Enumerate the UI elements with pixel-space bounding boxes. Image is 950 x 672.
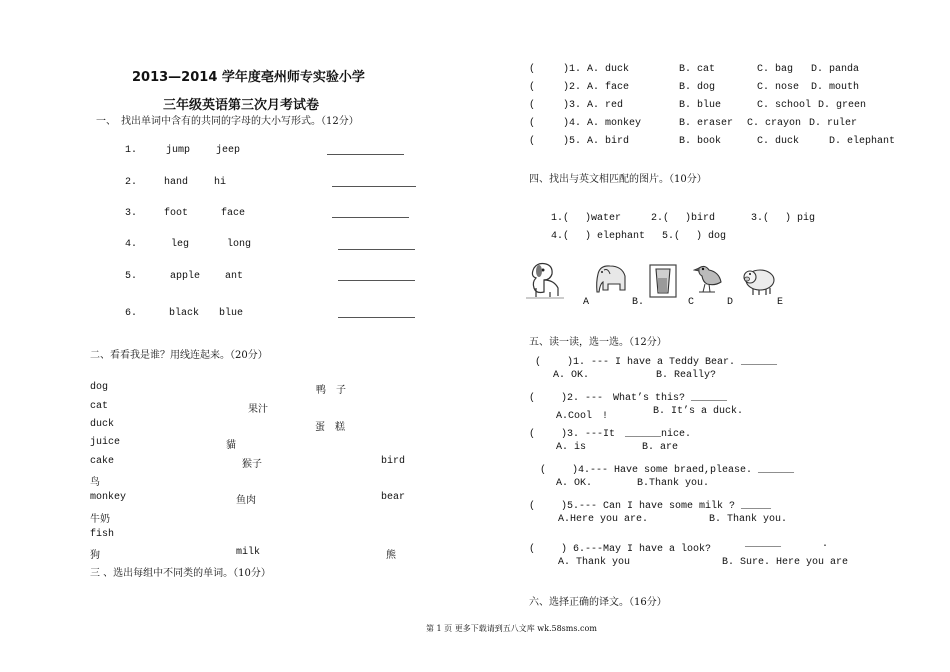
chinese-word[interactable]: 熊 xyxy=(386,550,396,561)
option-a[interactable]: A.Here you are. xyxy=(558,514,649,525)
option-c: C. crayon xyxy=(747,118,802,129)
chinese-word[interactable]: 蛋 糕 xyxy=(315,422,345,433)
match-item[interactable]: 4.( ) elephant xyxy=(551,231,646,242)
option-a[interactable]: A. Thank you xyxy=(558,557,631,568)
section-4-heading: 四、找出与英文相匹配的图片。（10分） xyxy=(529,174,707,185)
option-a: )1. A. duck xyxy=(563,64,630,75)
option-b[interactable]: B. It’s a duck. xyxy=(653,406,744,417)
item-number: 6. xyxy=(125,308,138,319)
answer-blank[interactable] xyxy=(332,217,409,218)
chinese-word[interactable]: 猴子 xyxy=(242,459,262,470)
answer-paren[interactable]: ( xyxy=(529,136,536,147)
word-2: long xyxy=(227,239,252,250)
picture-label-e: E xyxy=(777,297,784,308)
english-word[interactable]: cake xyxy=(90,456,115,467)
item-number: 4. xyxy=(125,239,138,250)
question-6-period: . xyxy=(822,539,829,550)
page-footer: 第 1 页 更多下载请到五八文库 wk.58sms.com xyxy=(426,624,597,633)
option-d: D. green xyxy=(818,100,867,111)
answer-blank[interactable]: ______ xyxy=(745,539,782,550)
word-1: leg xyxy=(171,239,190,250)
answer-blank[interactable] xyxy=(338,317,415,318)
section-6-heading: 六、选择正确的译文。（16分） xyxy=(529,597,667,608)
option-a[interactable]: A. is xyxy=(556,442,587,453)
option-b: B. dog xyxy=(679,82,716,93)
item-number: 3. xyxy=(125,208,138,219)
match-item[interactable]: 2.( )bird xyxy=(651,213,716,224)
item-number: 1. xyxy=(125,145,138,156)
word-1: hand xyxy=(164,177,189,188)
option-d: D. ruler xyxy=(809,118,858,129)
english-word[interactable]: cat xyxy=(90,401,109,412)
word-1: foot xyxy=(164,208,189,219)
section-1-heading: 一、 找出单词中含有的共同的字母的大小写形式。（12分） xyxy=(96,116,359,127)
english-word[interactable]: bird xyxy=(381,456,406,467)
option-b: B. blue xyxy=(679,100,722,111)
section-3-heading: 三 、选出每组中不同类的单词。（10分） xyxy=(90,568,271,579)
question-4: ( )4.--- Have some braed,please. ______ xyxy=(540,465,795,476)
chinese-word[interactable]: 果汁 xyxy=(248,404,268,415)
question-3: ( )3. ---It ______nice. xyxy=(529,429,692,440)
item-number: 2. xyxy=(125,177,138,188)
word-2: ant xyxy=(225,271,244,282)
option-b[interactable]: B. Thank you. xyxy=(709,514,788,525)
word-2: face xyxy=(221,208,246,219)
option-a: )2. A. face xyxy=(563,82,630,93)
chinese-word[interactable]: 牛奶 xyxy=(90,514,110,525)
answer-blank[interactable] xyxy=(332,186,416,187)
option-b[interactable]: B. Sure. Here you are xyxy=(722,557,849,568)
option-d: D. mouth xyxy=(811,82,860,93)
answer-paren[interactable]: ( xyxy=(529,118,536,129)
option-a: )5. A. bird xyxy=(563,136,630,147)
picture-label-d: D xyxy=(727,297,734,308)
picture-label-a: A xyxy=(583,297,590,308)
option-a: )4. A. monkey xyxy=(563,118,642,129)
answer-blank[interactable] xyxy=(338,280,415,281)
match-item[interactable]: 3.( ) pig xyxy=(751,213,816,224)
option-c: C. bag xyxy=(757,64,794,75)
word-1: jump xyxy=(166,145,191,156)
match-item[interactable]: 1.( )water xyxy=(551,213,622,224)
option-c: C. school xyxy=(757,100,812,111)
item-number: 5. xyxy=(125,271,138,282)
word-2: blue xyxy=(219,308,244,319)
pig-picture-icon xyxy=(741,265,777,297)
english-word[interactable]: fish xyxy=(90,529,115,540)
option-a[interactable]: A. OK. xyxy=(556,478,593,489)
answer-blank[interactable] xyxy=(327,154,404,155)
word-1: black xyxy=(169,308,200,319)
section-5-heading: 五、读一读，选一选。（12分） xyxy=(529,337,667,348)
english-word[interactable]: bear xyxy=(381,492,406,503)
option-a[interactable]: A. OK. xyxy=(553,370,590,381)
question-5: ( )5.--- Can I have some milk ? _____ xyxy=(529,501,772,512)
option-b: B. cat xyxy=(679,64,716,75)
english-word[interactable]: monkey xyxy=(90,492,127,503)
option-b[interactable]: B. Really? xyxy=(656,370,717,381)
match-item[interactable]: 5.( ) dog xyxy=(662,231,727,242)
answer-blank[interactable] xyxy=(338,249,415,250)
exam-title-school: 2013—2014 学年度亳州师专实验小学 xyxy=(132,70,365,85)
option-b: B. eraser xyxy=(679,118,734,129)
english-word[interactable]: milk xyxy=(236,547,261,558)
chinese-word[interactable]: 鸟 xyxy=(90,477,100,488)
chinese-word[interactable]: 鱼肉 xyxy=(236,495,256,506)
option-b[interactable]: B.Thank you. xyxy=(637,478,710,489)
option-a[interactable]: A.Cool ! xyxy=(556,411,609,422)
chinese-word[interactable]: 狗 xyxy=(90,550,100,561)
option-d: D. panda xyxy=(811,64,860,75)
elephant-picture-icon xyxy=(594,262,630,296)
option-c: C. duck xyxy=(757,136,800,147)
chinese-word[interactable]: 貓 xyxy=(226,440,236,451)
word-2: hi xyxy=(214,177,227,188)
answer-paren[interactable]: ( xyxy=(529,64,536,75)
bird-picture-icon xyxy=(693,262,723,296)
question-2: ( )2. --- What’s this? ______ xyxy=(529,393,728,404)
option-d: D. elephant xyxy=(829,136,896,147)
answer-paren[interactable]: ( xyxy=(529,100,536,111)
english-word[interactable]: juice xyxy=(90,437,121,448)
option-c: C. nose xyxy=(757,82,800,93)
section-2-heading: 二、看看我是谁？用线连起来。（20分） xyxy=(90,350,268,361)
picture-label-b: B. xyxy=(632,297,645,308)
question-6: ( ) 6.---May I have a look? xyxy=(529,544,712,555)
answer-paren[interactable]: ( xyxy=(529,82,536,93)
english-word[interactable]: dog xyxy=(90,382,109,393)
dog-picture-icon xyxy=(526,258,564,300)
option-b[interactable]: B. are xyxy=(642,442,679,453)
word-1: apple xyxy=(170,271,201,282)
question-1: ( )1. --- I have a Teddy Bear. ______ xyxy=(535,357,778,368)
exam-title-subject: 三年级英语第三次月考试卷 xyxy=(163,98,320,113)
option-a: )3. A. red xyxy=(563,100,624,111)
english-word[interactable]: duck xyxy=(90,419,115,430)
picture-label-c: C xyxy=(688,297,695,308)
chinese-word[interactable]: 鸭 子 xyxy=(316,385,346,396)
option-b: B. book xyxy=(679,136,722,147)
water-glass-picture-icon xyxy=(649,264,677,298)
word-2: jeep xyxy=(216,145,241,156)
